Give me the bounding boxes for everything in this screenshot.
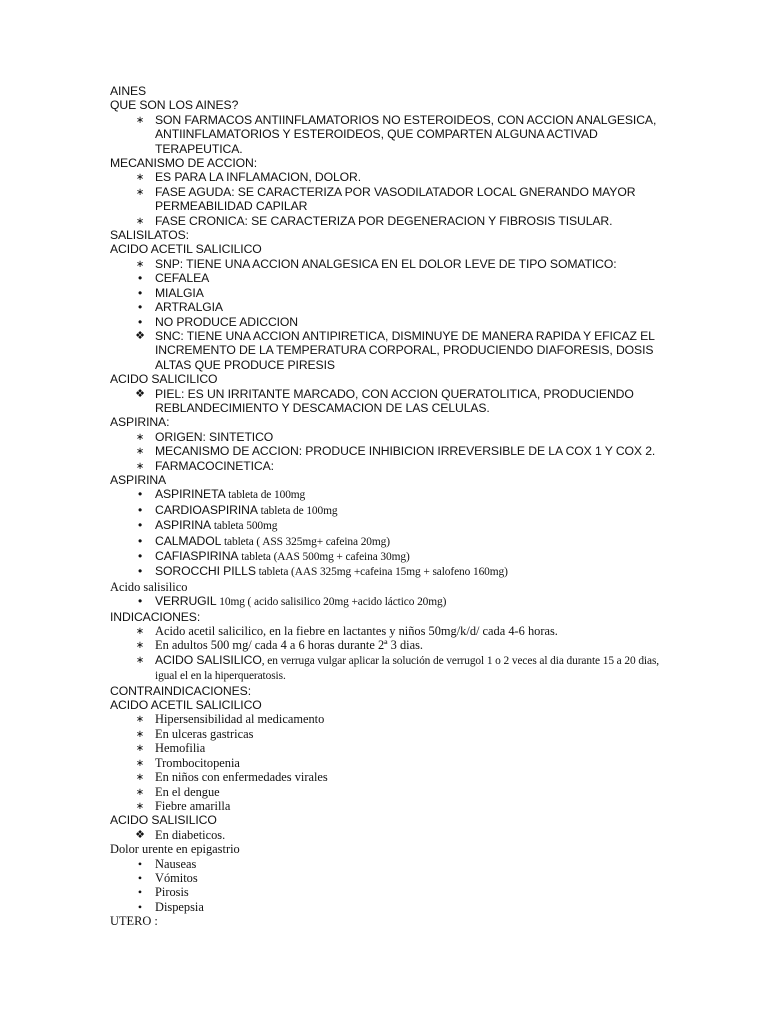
heading-contraindicaciones: CONTRAINDICACIONES: <box>110 683 251 698</box>
list-item: ❖ En diabeticos. <box>135 827 226 842</box>
list-item: ❖ SNC: TIENE UNA ACCION ANTIPIRETICA, DISMINUYE DE MANERA RAPIDA Y EFICAZ EL INCREMENTO DE LA TEMPERATURA CORPORAL, PRODUCIENDO DIAFORESIS, DOSIS ALTAS QUE PRODUCE PIRESIS <box>135 328 655 372</box>
heading-acido-salicilico: ACIDO SALICILICO <box>110 372 218 387</box>
list-item: ∗ SNP: TIENE UNA ACCION ANALGESICA EN EL DOLOR LEVE DE TIPO SOMATICO: <box>135 256 617 271</box>
list-item: ∗ Hipersensibilidad al medicamento <box>135 712 325 727</box>
list-item: ∗ SON FARMACOS ANTIINFLAMATORIOS NO ESTEROIDEOS, CON ACCION ANALGESICA, ANTIINFLAMATORIOS Y ESTEROIDEOS, QUE COMPARTEN ALGUNA ACTIVAD TERAPEUTICA. <box>135 112 657 156</box>
document-page <box>110 84 670 929</box>
heading-acido-salisilico-2: ACIDO SALISILICO <box>110 813 217 828</box>
list-item: ∗ Trombocitopenia <box>135 755 240 770</box>
heading-acido-acetil: ACIDO ACETIL SALICILICO <box>110 242 262 257</box>
heading-mecanismo: MECANISMO DE ACCION: <box>110 156 257 171</box>
list-item: ❖ PIEL: ES UN IRRITANTE MARCADO, CON ACCION QUERATOLITICA, PRODUCIENDO REBLANDECIMIENTO Y DESCAMACION DE LAS CELULAS. <box>135 386 634 415</box>
list-item: • Pirosis <box>137 885 189 900</box>
heading-aspirina-2: ASPIRINA <box>110 472 167 487</box>
list-item: • Vómitos <box>137 870 198 885</box>
list-item: ∗ Fiebre amarilla <box>135 798 231 813</box>
list-item: • VERRUGIL 10mg ( acido salisilico 20mg +acido láctico 20mg) <box>137 594 447 609</box>
list-item: ∗ ORIGEN: SINTETICO <box>135 429 274 444</box>
list-item: • NO PRODUCE ADICCION <box>137 314 299 329</box>
list-item: ∗ FARMACOCINETICA: <box>135 458 274 473</box>
heading-utero: UTERO : <box>110 914 158 929</box>
list-item: ∗ Hemofilia <box>135 741 206 756</box>
list-item: • SOROCCHI PILLS tableta (AAS 325mg +cafeina 15mg + salofeno 160mg) <box>137 564 508 579</box>
list-item: ∗ ES PARA LA INFLAMACION, DOLOR. <box>135 170 362 185</box>
list-item: ∗ MECANISMO DE ACCION: PRODUCE INHIBICION IRREVERSIBLE DE LA COX 1 Y COX 2. <box>135 444 656 459</box>
list-item: • CAFIASPIRINA tableta (AAS 500mg + cafeina 30mg) <box>137 549 410 563</box>
list-item: ∗ En el dengue <box>135 784 220 799</box>
list-item: ∗ En adultos 500 mg/ cada 4 a 6 horas durante 2ª 3 dias. <box>135 638 424 653</box>
heading-aspirina: ASPIRINA: <box>110 415 170 430</box>
heading-acido-salisilico: Acido salisilico <box>110 579 188 594</box>
list-item: • MIALGIA <box>137 285 204 300</box>
heading-aines: AINES <box>110 84 147 98</box>
list-item: • ARTRALGIA <box>137 300 223 315</box>
list-item: ∗ ACIDO SALISILICO, en verruga vulgar aplicar la solución de verrugol 1 o 2 veces al dia durante 15 a 20 dias, igual el en la hiperqueratosis. <box>135 652 660 683</box>
list-item: • ASPIRINA tableta 500mg <box>137 518 278 533</box>
list-item: ∗ En niños con enfermedades virales <box>135 770 328 785</box>
heading-salisilatos: SALISILATOS: <box>110 228 189 243</box>
list-item: • CARDIOASPIRINA tableta de 100mg <box>137 502 338 517</box>
list-item: • Nauseas <box>137 856 197 871</box>
heading-acido-acetil-2: ACIDO ACETIL SALICILICO <box>110 698 262 713</box>
heading-dolor-urente: Dolor urente en epigastrio <box>110 842 240 857</box>
heading-que-son: QUE SON LOS AINES? <box>110 98 239 113</box>
heading-indicaciones: INDICACIONES: <box>110 609 201 624</box>
list-item: • CEFALEA <box>137 271 210 286</box>
list-item: • CALMADOL tableta ( ASS 325mg+ cafeina 20mg) <box>137 533 390 548</box>
list-item: ∗ En ulceras gastricas <box>135 726 254 741</box>
list-item: ∗ FASE AGUDA: SE CARACTERIZA POR VASODILATADOR LOCAL GNERANDO MAYOR PERMEABILIDAD CAPILAR <box>135 184 636 214</box>
list-item: ∗ FASE CRONICA: SE CARACTERIZA POR DEGENERACION Y FIBROSIS TISULAR. <box>135 213 613 228</box>
list-item: • Dispepsia <box>137 899 204 914</box>
list-item: ∗ Acido acetil salicilico, en la fiebre en lactantes y niños 50mg/k/d/ cada 4-6 horas. <box>135 624 558 639</box>
list-item: • ASPIRINETA tableta de 100mg <box>137 487 306 502</box>
